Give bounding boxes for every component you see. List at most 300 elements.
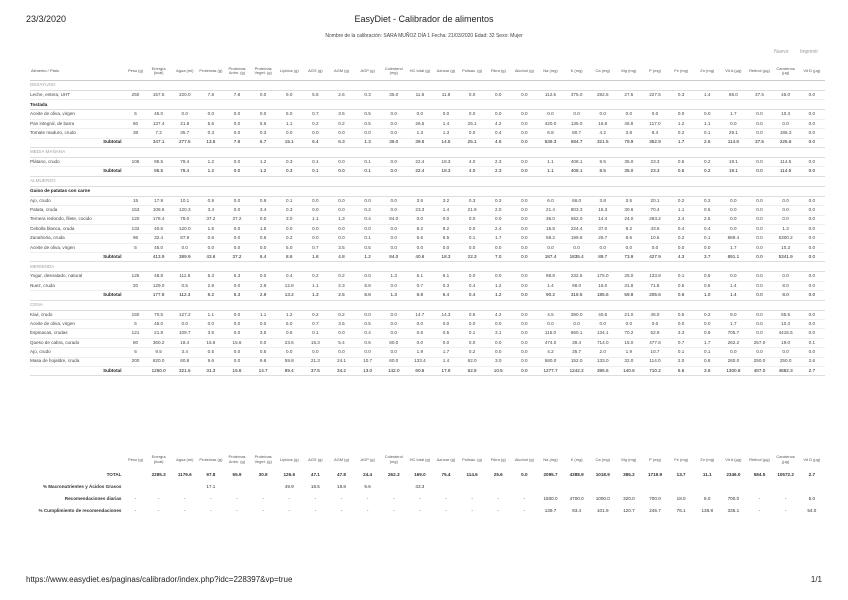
table-cell: 0.0 bbox=[511, 215, 537, 224]
summary-column-header: Carotenos (µg) bbox=[776, 454, 795, 464]
table-cell: 23.3 bbox=[642, 157, 668, 166]
meal-row bbox=[30, 300, 825, 310]
table-cell: 0.0 bbox=[642, 320, 668, 329]
table-cell: 0.0 bbox=[302, 129, 328, 138]
table-cell: 1.8 bbox=[302, 253, 328, 262]
table-cell: 0.3 bbox=[459, 196, 485, 205]
summary-cell: - bbox=[497, 507, 500, 513]
summary-cell: - bbox=[262, 507, 264, 513]
table-cell: 277.5 bbox=[172, 138, 198, 147]
table-cell: 0.0 bbox=[198, 320, 224, 329]
table-cell: 0.0 bbox=[381, 320, 407, 329]
table-cell: 18.3 bbox=[433, 253, 459, 262]
table-cell: 0.5 bbox=[694, 272, 720, 281]
table-cell: 36.0 bbox=[537, 215, 563, 224]
summary-cell bbox=[511, 480, 537, 492]
table-cell: 1.2 bbox=[250, 157, 276, 166]
table-cell: 58.2 bbox=[537, 234, 563, 243]
table-row bbox=[30, 129, 825, 138]
row-label: Nuez, cruda bbox=[30, 281, 125, 290]
table-cell: 0.0 bbox=[224, 320, 250, 329]
subtotal-row bbox=[30, 167, 825, 176]
table-cell: 820.0 bbox=[146, 357, 172, 366]
table-cell: 70.2 bbox=[616, 329, 642, 338]
column-header: Agua (ml) bbox=[172, 62, 198, 81]
table-cell: 0.0 bbox=[746, 348, 772, 357]
table-cell: 78.4 bbox=[172, 157, 198, 166]
table-cell: 5.6 bbox=[198, 119, 224, 128]
table-cell: 1.1 bbox=[276, 119, 302, 128]
meal-row bbox=[30, 81, 825, 91]
table-cell: 20 bbox=[125, 281, 145, 290]
summary-column-header bbox=[30, 450, 125, 468]
table-cell: 0.1 bbox=[276, 196, 302, 205]
summary-cell: - bbox=[183, 495, 186, 501]
table-cell: 408.1 bbox=[564, 167, 590, 176]
row-label: Subtotal bbox=[30, 138, 125, 147]
table-cell: 0.8 bbox=[694, 329, 720, 338]
table-cell: 46.8 bbox=[616, 119, 642, 128]
table-cell: 408.1 bbox=[564, 157, 590, 166]
summary-cell: - bbox=[445, 495, 447, 501]
table-cell: 134.1 bbox=[590, 329, 616, 338]
table-cell: 4.0 bbox=[459, 167, 485, 176]
summary-row bbox=[30, 468, 825, 480]
summary-cell: 386.2 bbox=[623, 471, 635, 477]
summary-cell: 18.5 bbox=[310, 483, 320, 489]
table-cell: 0.0 bbox=[302, 196, 328, 205]
summary-cell bbox=[694, 480, 720, 492]
table-cell: 0.0 bbox=[537, 320, 563, 329]
table-cell: 84.0 bbox=[381, 215, 407, 224]
table-cell: 2.9 bbox=[250, 281, 276, 290]
summary-column-header: K (mg) bbox=[570, 456, 583, 462]
table-cell: 0.0 bbox=[799, 157, 825, 166]
print-link[interactable]: Imprimir bbox=[799, 49, 818, 55]
table-cell: 1.4 bbox=[433, 119, 459, 128]
table-cell: 4.2 bbox=[485, 310, 511, 319]
summary-cell: 18.8 bbox=[337, 483, 346, 489]
table-cell: 0.0 bbox=[485, 110, 511, 119]
table-cell: 0.0 bbox=[459, 110, 485, 119]
table-cell: 35.0 bbox=[616, 157, 642, 166]
table-cell: 6.3 bbox=[328, 138, 354, 147]
column-header: Energía (kcal) bbox=[146, 62, 172, 81]
row-label: Pan integral, de barra bbox=[30, 119, 125, 128]
table-cell: 1.3 bbox=[381, 272, 407, 281]
row-label: Ajo, crudo bbox=[30, 348, 125, 357]
table-cell: 200 bbox=[125, 357, 145, 366]
table-cell: 15.6 bbox=[224, 366, 250, 375]
table-cell: 23.3 bbox=[407, 206, 433, 215]
table-cell: 0.0 bbox=[302, 224, 328, 233]
table-cell: 0.0 bbox=[198, 243, 224, 252]
summary-cell: - bbox=[288, 495, 291, 501]
table-cell: 11.8 bbox=[407, 91, 433, 100]
new-link[interactable]: Nuevo bbox=[774, 49, 789, 55]
table-cell: 1.4 bbox=[537, 281, 563, 290]
table-cell: 5300.2 bbox=[773, 234, 799, 243]
table-cell: 1.2 bbox=[355, 253, 381, 262]
table-cell: 0.0 bbox=[799, 119, 825, 128]
table-cell: 0.0 bbox=[799, 281, 825, 290]
table-cell: 1.9 bbox=[407, 348, 433, 357]
table-cell: 137.4 bbox=[146, 119, 172, 128]
table-cell: 0.3 bbox=[250, 129, 276, 138]
table-cell: 5.0 bbox=[276, 110, 302, 119]
table-cell: 15.1 bbox=[276, 138, 302, 147]
table-cell: 0.0 bbox=[407, 320, 433, 329]
table-cell: 40.6 bbox=[407, 253, 433, 262]
table-cell: 3.7 bbox=[694, 253, 720, 262]
dish-row bbox=[30, 186, 825, 196]
table-cell: 0.3 bbox=[485, 196, 511, 205]
table-cell: 395.6 bbox=[590, 366, 616, 375]
table-cell: 0.0 bbox=[459, 243, 485, 252]
table-cell: 0.0 bbox=[511, 91, 537, 100]
summary-cell: 49.9 bbox=[284, 483, 294, 489]
summary-cell: 114.6 bbox=[466, 471, 478, 477]
table-cell: 177.8 bbox=[146, 291, 172, 300]
table-cell: 0.0 bbox=[799, 234, 825, 243]
table-cell: 0.0 bbox=[224, 129, 250, 138]
table-cell: 15.0 bbox=[616, 338, 642, 347]
table-cell: 0.0 bbox=[799, 243, 825, 252]
table-cell: 15 bbox=[125, 196, 145, 205]
summary-cell: - bbox=[392, 495, 395, 501]
table-cell: 889.4 bbox=[720, 234, 746, 243]
summary-cell: 17.1 bbox=[206, 483, 216, 489]
table-cell: 120.3 bbox=[172, 206, 198, 215]
table-cell: 0.2 bbox=[694, 196, 720, 205]
summary-cell: 11.1 bbox=[702, 471, 712, 477]
table-cell: 1.0 bbox=[694, 291, 720, 300]
summary-cell bbox=[799, 480, 825, 492]
table-cell: 6.5 bbox=[433, 234, 459, 243]
table-cell: 185.6 bbox=[590, 291, 616, 300]
table-cell: 0.2 bbox=[302, 119, 328, 128]
table-cell: 4.5 bbox=[537, 310, 563, 319]
table-cell: 420.0 bbox=[537, 119, 563, 128]
table-cell: 157.5 bbox=[146, 91, 172, 100]
table-cell: 6.4 bbox=[433, 291, 459, 300]
table-cell: 347.1 bbox=[146, 138, 172, 147]
table-cell: 14.7 bbox=[407, 310, 433, 319]
table-cell: 37.5 bbox=[302, 366, 328, 375]
table-cell: 32.0 bbox=[616, 357, 642, 366]
summary-cell bbox=[590, 480, 616, 492]
table-cell: 1.7 bbox=[694, 338, 720, 347]
column-header: Mg (mg) bbox=[616, 62, 642, 81]
summary-column-header: Zn (mg) bbox=[700, 456, 715, 462]
row-label: Aceite de oliva, virgen bbox=[30, 110, 125, 119]
table-cell: 0.0 bbox=[746, 196, 772, 205]
summary-cell: 10572.2 bbox=[777, 471, 794, 477]
table-cell: 0.0 bbox=[250, 338, 276, 347]
summary-cell bbox=[564, 480, 590, 492]
table-cell: 0.0 bbox=[250, 110, 276, 119]
table-cell: 9.0 bbox=[276, 91, 302, 100]
summary-label: % Macronutrientes y Ácidos Grasos bbox=[42, 483, 122, 489]
table-cell: 178.4 bbox=[146, 215, 172, 224]
table-cell: 0.0 bbox=[459, 272, 485, 281]
table-cell: 0.2 bbox=[276, 234, 302, 243]
table-cell: 0.0 bbox=[511, 129, 537, 138]
table-cell: 45.0 bbox=[146, 110, 172, 119]
table-cell: 19.1 bbox=[720, 157, 746, 166]
table-cell: 5.3 bbox=[198, 272, 224, 281]
table-cell: 3.3 bbox=[668, 329, 694, 338]
summary-cell: - bbox=[314, 507, 317, 513]
table-cell: 186.3 bbox=[773, 129, 799, 138]
table-cell: 0.1 bbox=[459, 234, 485, 243]
table-cell: 31.8 bbox=[616, 281, 642, 290]
table-cell: 20.1 bbox=[642, 196, 668, 205]
table-cell: 0.0 bbox=[224, 224, 250, 233]
table-cell: 0.0 bbox=[511, 338, 537, 347]
summary-column-header: Polisac. (g) bbox=[462, 456, 483, 462]
table-cell: 70.5 bbox=[146, 310, 172, 319]
table-cell: 0.0 bbox=[224, 243, 250, 252]
table-cell: 8.6 bbox=[276, 253, 302, 262]
table-cell: 0.1 bbox=[355, 234, 381, 243]
table-cell: 80 bbox=[125, 338, 145, 347]
table-cell: 98.0 bbox=[564, 281, 590, 290]
summary-cell: 8.0 bbox=[704, 495, 711, 501]
table-cell: 10.7 bbox=[642, 348, 668, 357]
table-cell: 2.0 bbox=[668, 357, 694, 366]
table-cell: 321.5 bbox=[590, 138, 616, 147]
table-cell: 0.0 bbox=[590, 320, 616, 329]
summary-cell bbox=[773, 480, 799, 492]
subtotal-row bbox=[30, 253, 825, 262]
summary-cell: 9.6 bbox=[364, 483, 371, 489]
table-cell: 0.0 bbox=[720, 224, 746, 233]
table-cell: 117.0 bbox=[642, 119, 668, 128]
table-cell: 8.8 bbox=[355, 291, 381, 300]
table-cell: 3.0 bbox=[485, 357, 511, 366]
table-cell: 0.0 bbox=[224, 310, 250, 319]
table-cell: 0.0 bbox=[485, 91, 511, 100]
table-cell: 0.1 bbox=[668, 272, 694, 281]
summary-column-header: Vit A (µg) bbox=[725, 456, 742, 462]
summary-column-header: Vit D (µg) bbox=[803, 456, 821, 462]
print-date: 23/3/2020 bbox=[26, 14, 67, 24]
table-cell: 0.0 bbox=[250, 320, 276, 329]
page-url: https://www.easydiet.es/paginas/calibrador/index.php?idc=228397&vp=true bbox=[26, 575, 293, 584]
table-cell: 25.1 bbox=[459, 138, 485, 147]
table-cell: 43.6 bbox=[198, 253, 224, 262]
summary-cell bbox=[537, 480, 563, 492]
table-cell: 283.2 bbox=[642, 215, 668, 224]
table-cell: 62.0 bbox=[459, 357, 485, 366]
table-cell: 0.0 bbox=[459, 320, 485, 329]
table-cell: 0.6 bbox=[276, 329, 302, 338]
table-cell: 16.8 bbox=[590, 119, 616, 128]
summary-cell: - bbox=[392, 507, 395, 513]
summary-cell bbox=[381, 480, 407, 492]
row-label: Kiwi, crudo bbox=[30, 310, 125, 319]
summary-cell: 30.9 bbox=[258, 471, 268, 477]
table-cell: 0.0 bbox=[433, 110, 459, 119]
table-cell: 1.7 bbox=[433, 348, 459, 357]
row-label: Leche, entera, UHT bbox=[30, 91, 125, 100]
table-cell: 0.0 bbox=[328, 206, 354, 215]
table-cell: 0.0 bbox=[355, 310, 381, 319]
summary-cell: 1018.9 bbox=[595, 471, 610, 477]
summary-cell: 0.0 bbox=[521, 471, 528, 477]
table-cell: 15.3 bbox=[590, 206, 616, 215]
table-cell: 0.0 bbox=[773, 206, 799, 215]
table-cell: 6.8 bbox=[537, 129, 563, 138]
row-label: Ajo, crudo bbox=[30, 196, 125, 205]
table-cell: 0.0 bbox=[668, 110, 694, 119]
summary-cell: 138.8 bbox=[701, 507, 713, 513]
summary-cell bbox=[172, 480, 198, 492]
table-cell: 0.5 bbox=[668, 281, 694, 290]
table-row bbox=[30, 157, 825, 166]
table-cell: 0.0 bbox=[381, 281, 407, 290]
table-cell: 0.2 bbox=[302, 310, 328, 319]
table-cell: 90.2 bbox=[537, 291, 563, 300]
table-cell: 84.0 bbox=[381, 253, 407, 262]
summary-cell bbox=[250, 480, 276, 492]
table-cell: 2.3 bbox=[485, 157, 511, 166]
table-cell: 1.4 bbox=[694, 91, 720, 100]
table-cell: 0.5 bbox=[668, 310, 694, 319]
table-cell: 0.0 bbox=[381, 119, 407, 128]
table-cell: 2.3 bbox=[328, 281, 354, 290]
table-cell: 18.4 bbox=[172, 338, 198, 347]
table-cell: 0.4 bbox=[355, 329, 381, 338]
meal-row bbox=[30, 147, 825, 157]
table-cell: 0.0 bbox=[564, 110, 590, 119]
table-cell: 13.0 bbox=[355, 366, 381, 375]
table-cell: 52.9 bbox=[642, 329, 668, 338]
summary-cell bbox=[616, 480, 642, 492]
table-cell: 114.8 bbox=[720, 138, 746, 147]
table-cell: 477.6 bbox=[642, 338, 668, 347]
table-cell: 14.5 bbox=[433, 138, 459, 147]
table-cell: 10.7 bbox=[355, 357, 381, 366]
summary-cell: - bbox=[366, 495, 369, 501]
table-row bbox=[30, 196, 825, 205]
table-cell: 71.8 bbox=[642, 281, 668, 290]
table-cell: 39.6 bbox=[407, 138, 433, 147]
table-cell: 6.1 bbox=[433, 272, 459, 281]
table-cell: 0.0 bbox=[355, 348, 381, 357]
table-cell: 580.0 bbox=[537, 357, 563, 366]
table-cell: 0.0 bbox=[720, 119, 746, 128]
meal-row bbox=[30, 176, 825, 186]
table-cell: 0.0 bbox=[381, 129, 407, 138]
table-cell: 125 bbox=[125, 272, 145, 281]
summary-cell bbox=[485, 480, 511, 492]
table-cell: 8.5 bbox=[590, 167, 616, 176]
table-cell: 0.0 bbox=[172, 320, 198, 329]
table-cell: 0.0 bbox=[302, 234, 328, 243]
summary-cell bbox=[720, 480, 746, 492]
summary-cell: 97.8 bbox=[206, 471, 216, 477]
table-cell: 95.5 bbox=[146, 157, 172, 166]
table-cell: 5.6 bbox=[250, 119, 276, 128]
summary-cell bbox=[125, 480, 145, 492]
summary-cell: 75.4 bbox=[441, 471, 451, 477]
summary-cell: 47.8 bbox=[337, 471, 346, 477]
table-cell: 0.0 bbox=[381, 234, 407, 243]
table-cell: 3.6 bbox=[694, 366, 720, 375]
table-cell: 360.2 bbox=[146, 338, 172, 347]
table-cell: 0.0 bbox=[642, 243, 668, 252]
table-cell: 38.4 bbox=[564, 338, 590, 347]
summary-cell: 76.1 bbox=[676, 507, 686, 513]
table-cell: 26.7 bbox=[590, 234, 616, 243]
table-cell: 0.1 bbox=[668, 348, 694, 357]
column-header: Alimento / Plato bbox=[30, 62, 125, 81]
table-cell: 225.6 bbox=[773, 138, 799, 147]
table-cell: 40.6 bbox=[146, 224, 172, 233]
table-cell bbox=[125, 291, 145, 300]
table-cell: 0.0 bbox=[224, 196, 250, 205]
table-cell: 7.0 bbox=[485, 253, 511, 262]
table-cell: 9.6 bbox=[250, 357, 276, 366]
table-cell: 0.0 bbox=[381, 110, 407, 119]
table-cell: 0.2 bbox=[459, 348, 485, 357]
table-cell: 2.4 bbox=[668, 215, 694, 224]
table-row bbox=[30, 348, 825, 357]
table-cell: 4882.3 bbox=[773, 366, 799, 375]
table-cell: 0.4 bbox=[668, 224, 694, 233]
table-cell: 0.0 bbox=[250, 91, 276, 100]
table-cell: 0.2 bbox=[694, 310, 720, 319]
summary-cell bbox=[224, 480, 250, 492]
table-cell: 0.0 bbox=[433, 338, 459, 347]
table-cell: 474.0 bbox=[537, 338, 563, 347]
row-label: Subtotal bbox=[30, 167, 125, 176]
table-cell: 4.6 bbox=[485, 138, 511, 147]
table-cell: 45.0 bbox=[146, 320, 172, 329]
dish-name: Guiso de patatas con carne bbox=[30, 186, 825, 196]
table-cell: 5.0 bbox=[276, 243, 302, 252]
table-cell: 0.0 bbox=[511, 320, 537, 329]
summary-cell: 2346.0 bbox=[726, 471, 741, 477]
table-cell: 12.8 bbox=[276, 281, 302, 290]
table-cell: 17.9 bbox=[146, 196, 172, 205]
table-cell: 1.7 bbox=[720, 110, 746, 119]
table-cell: 21.8 bbox=[146, 329, 172, 338]
table-cell: 0.0 bbox=[459, 129, 485, 138]
summary-cell: 700.0 bbox=[649, 495, 661, 501]
table-cell: 0.0 bbox=[564, 243, 590, 252]
column-header: Azúcar (g) bbox=[433, 62, 459, 81]
table-cell: 48.8 bbox=[146, 272, 172, 281]
table-cell: 1.3 bbox=[773, 224, 799, 233]
table-cell: 0.4 bbox=[355, 215, 381, 224]
table-cell: 37.0 bbox=[590, 224, 616, 233]
table-cell: 112.5 bbox=[537, 91, 563, 100]
table-cell: 2.9 bbox=[250, 291, 276, 300]
summary-column-header: Retinol (µg) bbox=[749, 456, 770, 462]
table-cell: 1.3 bbox=[381, 291, 407, 300]
table-cell: 0.0 bbox=[746, 129, 772, 138]
table-cell: 0.6 bbox=[198, 234, 224, 243]
summary-cell: - bbox=[340, 507, 343, 513]
summary-cell: - bbox=[288, 507, 291, 513]
summary-cell: - bbox=[183, 507, 186, 513]
table-row bbox=[30, 281, 825, 290]
table-cell: 5 bbox=[125, 243, 145, 252]
summary-cell: 54.0 bbox=[807, 507, 817, 513]
